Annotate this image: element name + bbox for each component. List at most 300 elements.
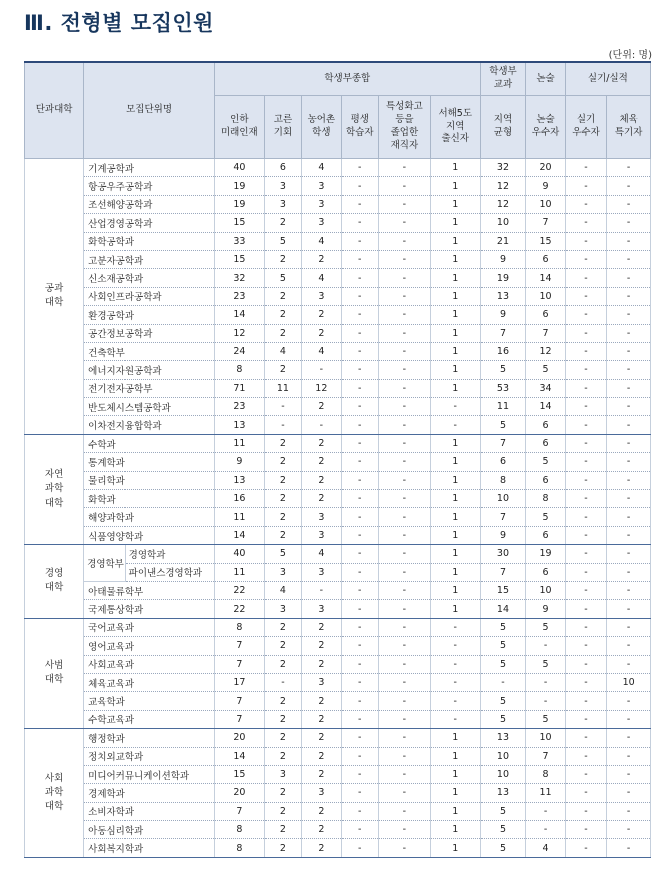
value-cell: 1 — [430, 232, 480, 250]
table-row — [25, 545, 651, 563]
value-cell: - — [430, 398, 480, 416]
value-cell: - — [341, 839, 378, 857]
value-cell: 2 — [302, 692, 341, 710]
value-cell: - — [565, 342, 607, 360]
value-cell: - — [341, 269, 378, 287]
value-cell: 40 — [214, 159, 264, 177]
value-cell: 2 — [264, 747, 301, 765]
value-cell: 8 — [526, 765, 565, 783]
unit-name-cell: 공간정보공학과 — [84, 324, 215, 342]
unit-name-cell: 산업경영공학과 — [84, 214, 215, 232]
unit-name-cell: 행정학과 — [84, 729, 215, 747]
table-row — [25, 287, 651, 305]
value-cell: - — [378, 342, 430, 360]
value-cell: 8 — [480, 471, 526, 489]
unit-name-cell: 체육교육과 — [84, 673, 215, 691]
value-cell: - — [341, 581, 378, 599]
value-cell: - — [526, 673, 565, 691]
value-cell: 7 — [526, 214, 565, 232]
value-cell: - — [341, 250, 378, 268]
value-cell: 1 — [430, 269, 480, 287]
value-cell: - — [378, 784, 430, 802]
value-cell: 10 — [526, 287, 565, 305]
table-body — [25, 159, 651, 858]
value-cell: 2 — [264, 471, 301, 489]
value-cell: 1 — [430, 563, 480, 581]
value-cell: - — [565, 287, 607, 305]
college-cell: 사범 대학 — [25, 618, 84, 728]
unit-name-cell: 항공우주공학과 — [84, 177, 215, 195]
value-cell: 1 — [430, 839, 480, 857]
value-cell: 8 — [214, 839, 264, 857]
value-cell: - — [565, 526, 607, 544]
value-cell: - — [565, 839, 607, 857]
unit-name-cell: 교육학과 — [84, 692, 215, 710]
unit-name-cell: 파이낸스경영학과 — [125, 563, 214, 581]
value-cell: 10 — [480, 214, 526, 232]
value-cell: 5 — [264, 269, 301, 287]
value-cell: 9 — [214, 453, 264, 471]
value-cell: - — [565, 269, 607, 287]
value-cell: 12 — [302, 379, 341, 397]
value-cell: - — [378, 379, 430, 397]
value-cell: - — [565, 232, 607, 250]
value-cell: - — [341, 508, 378, 526]
value-cell: 2 — [302, 747, 341, 765]
value-cell: - — [565, 692, 607, 710]
value-cell: 2 — [264, 637, 301, 655]
value-cell: 12 — [526, 342, 565, 360]
value-cell: - — [565, 545, 607, 563]
value-cell: 24 — [214, 342, 264, 360]
value-cell: 4 — [264, 581, 301, 599]
value-cell: 8 — [214, 361, 264, 379]
value-cell: - — [607, 269, 651, 287]
value-cell: 2 — [264, 361, 301, 379]
value-cell: - — [526, 692, 565, 710]
table-row — [25, 250, 651, 268]
unit-name-cell: 기계공학과 — [84, 159, 215, 177]
table-row — [25, 490, 651, 508]
value-cell: 20 — [526, 159, 565, 177]
unit-name-cell: 고분자공학과 — [84, 250, 215, 268]
value-cell: 4 — [302, 159, 341, 177]
value-cell: - — [378, 453, 430, 471]
value-cell: - — [378, 526, 430, 544]
value-cell: - — [607, 710, 651, 728]
unit-name-cell: 경제학과 — [84, 784, 215, 802]
value-cell: 6 — [526, 471, 565, 489]
value-cell: - — [565, 416, 607, 434]
table-row — [25, 710, 651, 728]
value-cell: 7 — [214, 802, 264, 820]
value-cell: 2 — [302, 434, 341, 452]
value-cell: 33 — [214, 232, 264, 250]
subheader-cell: 지역 균형 — [480, 96, 526, 159]
value-cell: 19 — [214, 177, 264, 195]
value-cell: 11 — [214, 508, 264, 526]
value-cell: 3 — [302, 784, 341, 802]
value-cell: 15 — [480, 581, 526, 599]
table-row — [25, 471, 651, 489]
table-row — [25, 434, 651, 452]
value-cell: 7 — [526, 324, 565, 342]
value-cell: - — [341, 324, 378, 342]
value-cell: - — [341, 747, 378, 765]
value-cell: 6 — [480, 453, 526, 471]
value-cell: - — [341, 416, 378, 434]
value-cell: - — [565, 379, 607, 397]
value-cell: - — [378, 434, 430, 452]
value-cell: - — [341, 453, 378, 471]
value-cell: 1 — [430, 361, 480, 379]
value-cell: 5 — [264, 545, 301, 563]
value-cell: 5 — [526, 453, 565, 471]
value-cell: 13 — [214, 471, 264, 489]
value-cell: 2 — [264, 784, 301, 802]
table-row — [25, 398, 651, 416]
unit-name-cell: 건축학부 — [84, 342, 215, 360]
value-cell: 5 — [526, 655, 565, 673]
value-cell: 2 — [302, 821, 341, 839]
value-cell: - — [565, 655, 607, 673]
value-cell: - — [565, 600, 607, 618]
value-cell: - — [341, 526, 378, 544]
value-cell: - — [341, 563, 378, 581]
value-cell: 1 — [430, 729, 480, 747]
value-cell: 2 — [302, 398, 341, 416]
value-cell: 2 — [302, 618, 341, 636]
value-cell: 14 — [214, 747, 264, 765]
table-row — [25, 306, 651, 324]
unit-name-cell: 해양과학과 — [84, 508, 215, 526]
value-cell: 20 — [214, 729, 264, 747]
value-cell: - — [607, 581, 651, 599]
unit-name-cell: 식품영양학과 — [84, 526, 215, 544]
value-cell: 3 — [302, 195, 341, 213]
value-cell: 19 — [480, 269, 526, 287]
value-cell: 2 — [302, 710, 341, 728]
value-cell: - — [565, 673, 607, 691]
value-cell: 2 — [302, 637, 341, 655]
value-cell: 14 — [214, 306, 264, 324]
value-cell: - — [378, 508, 430, 526]
value-cell: - — [378, 250, 430, 268]
value-cell: - — [565, 637, 607, 655]
value-cell: 2 — [264, 618, 301, 636]
value-cell: 2 — [264, 434, 301, 452]
table-row — [25, 637, 651, 655]
value-cell: - — [378, 545, 430, 563]
value-cell: - — [565, 214, 607, 232]
value-cell: - — [607, 232, 651, 250]
value-cell: - — [565, 177, 607, 195]
value-cell: - — [341, 784, 378, 802]
value-cell: 5 — [264, 232, 301, 250]
college-cell: 경영 대학 — [25, 545, 84, 619]
value-cell: 12 — [480, 177, 526, 195]
subheader-cell: 체육 특기자 — [607, 96, 651, 159]
value-cell: 4 — [302, 342, 341, 360]
value-cell: 7 — [480, 434, 526, 452]
value-cell: 15 — [526, 232, 565, 250]
value-cell: 20 — [214, 784, 264, 802]
value-cell: - — [607, 655, 651, 673]
value-cell: - — [565, 324, 607, 342]
value-cell: - — [341, 287, 378, 305]
table-row — [25, 195, 651, 213]
value-cell: - — [565, 508, 607, 526]
value-cell: 11 — [214, 563, 264, 581]
value-cell: 2 — [264, 655, 301, 673]
value-cell: - — [378, 287, 430, 305]
value-cell: 12 — [214, 324, 264, 342]
value-cell: 2 — [302, 655, 341, 673]
value-cell: 23 — [214, 398, 264, 416]
value-cell: - — [565, 729, 607, 747]
value-cell: - — [607, 839, 651, 857]
value-cell: - — [378, 581, 430, 599]
value-cell: 10 — [526, 195, 565, 213]
value-cell: 16 — [214, 490, 264, 508]
value-cell: 9 — [480, 306, 526, 324]
value-cell: 5 — [480, 655, 526, 673]
value-cell: 32 — [214, 269, 264, 287]
value-cell: 8 — [214, 618, 264, 636]
unit-name-cell: 이차전지융합학과 — [84, 416, 215, 434]
value-cell: 1 — [430, 784, 480, 802]
value-cell: 1 — [430, 508, 480, 526]
value-cell: 14 — [526, 269, 565, 287]
value-cell: - — [607, 618, 651, 636]
value-cell: - — [341, 710, 378, 728]
value-cell: 14 — [526, 398, 565, 416]
value-cell: - — [341, 177, 378, 195]
value-cell: - — [565, 618, 607, 636]
table-row — [25, 269, 651, 287]
value-cell: 23 — [214, 287, 264, 305]
value-cell: 3 — [264, 195, 301, 213]
table-row — [25, 214, 651, 232]
value-cell: - — [607, 159, 651, 177]
value-cell: - — [607, 324, 651, 342]
value-cell: - — [565, 306, 607, 324]
value-cell: - — [341, 618, 378, 636]
value-cell: 4 — [264, 342, 301, 360]
value-cell: - — [565, 710, 607, 728]
value-cell: 5 — [480, 692, 526, 710]
value-cell: 1 — [430, 471, 480, 489]
value-cell: 7 — [480, 324, 526, 342]
value-cell: - — [378, 306, 430, 324]
value-cell: 15 — [214, 214, 264, 232]
value-cell: 2 — [302, 802, 341, 820]
value-cell: 3 — [302, 526, 341, 544]
value-cell: - — [607, 416, 651, 434]
value-cell: - — [264, 398, 301, 416]
value-cell: 5 — [480, 637, 526, 655]
value-cell: 3 — [264, 600, 301, 618]
value-cell: 13 — [480, 287, 526, 305]
value-cell: - — [565, 563, 607, 581]
value-cell: - — [341, 545, 378, 563]
value-cell: - — [341, 361, 378, 379]
college-cell: 자연 과학 대학 — [25, 434, 84, 544]
value-cell: - — [430, 637, 480, 655]
value-cell: 9 — [480, 250, 526, 268]
value-cell: 7 — [480, 563, 526, 581]
value-cell: 10 — [607, 673, 651, 691]
header-practical: 실기/실적 — [565, 62, 650, 96]
value-cell: 1 — [430, 581, 480, 599]
unit-name-cell: 물리학과 — [84, 471, 215, 489]
value-cell: 16 — [480, 342, 526, 360]
table-row — [25, 765, 651, 783]
unit-name-cell: 에너지자원공학과 — [84, 361, 215, 379]
admission-table — [24, 61, 651, 858]
unit-name-cell: 화학과 — [84, 490, 215, 508]
value-cell: - — [341, 342, 378, 360]
value-cell: 8 — [214, 821, 264, 839]
subheader-cell: 서해5도 지역 출신자 — [430, 96, 480, 159]
table-row — [25, 802, 651, 820]
unit-name-cell: 사회복지학과 — [84, 839, 215, 857]
value-cell: 5 — [480, 710, 526, 728]
value-cell: - — [378, 563, 430, 581]
value-cell: - — [607, 600, 651, 618]
header-college: 단과대학 — [25, 62, 84, 159]
table-row — [25, 673, 651, 691]
value-cell: - — [565, 490, 607, 508]
unit-name-cell: 사회교육과 — [84, 655, 215, 673]
value-cell: 5 — [526, 361, 565, 379]
value-cell: - — [378, 637, 430, 655]
value-cell: - — [607, 471, 651, 489]
value-cell: 1 — [430, 287, 480, 305]
value-cell: 9 — [526, 600, 565, 618]
value-cell: - — [607, 434, 651, 452]
table-row — [25, 692, 651, 710]
value-cell: - — [341, 765, 378, 783]
value-cell: - — [378, 692, 430, 710]
value-cell: 2 — [264, 214, 301, 232]
value-cell: - — [378, 177, 430, 195]
value-cell: - — [565, 581, 607, 599]
value-cell: 14 — [480, 600, 526, 618]
value-cell: 7 — [214, 637, 264, 655]
value-cell: - — [341, 434, 378, 452]
value-cell: - — [430, 692, 480, 710]
subheader-cell: 논술 우수자 — [526, 96, 565, 159]
value-cell: - — [607, 214, 651, 232]
value-cell: 10 — [480, 765, 526, 783]
value-cell: 2 — [264, 324, 301, 342]
value-cell: - — [565, 195, 607, 213]
header-essay: 논술 — [526, 62, 565, 96]
value-cell: - — [378, 673, 430, 691]
value-cell: 3 — [264, 765, 301, 783]
unit-name-cell: 국어교육과 — [84, 618, 215, 636]
value-cell: 2 — [302, 765, 341, 783]
value-cell: - — [378, 416, 430, 434]
value-cell: 2 — [302, 453, 341, 471]
value-cell: - — [264, 416, 301, 434]
value-cell: - — [378, 710, 430, 728]
value-cell: 5 — [480, 802, 526, 820]
table-row — [25, 655, 651, 673]
value-cell: - — [607, 508, 651, 526]
value-cell: - — [565, 434, 607, 452]
value-cell: - — [565, 250, 607, 268]
subheader-cell: 실기 우수자 — [565, 96, 607, 159]
value-cell: 1 — [430, 545, 480, 563]
unit-name-cell: 정치외교학과 — [84, 747, 215, 765]
value-cell: - — [341, 214, 378, 232]
value-cell: 3 — [302, 287, 341, 305]
value-cell: 2 — [264, 508, 301, 526]
value-cell: 22 — [214, 581, 264, 599]
value-cell: 1 — [430, 600, 480, 618]
value-cell: 10 — [526, 581, 565, 599]
table-row — [25, 618, 651, 636]
value-cell: 3 — [302, 214, 341, 232]
value-cell: - — [378, 802, 430, 820]
unit-name-cell: 환경공학과 — [84, 306, 215, 324]
unit-name-cell: 신소재공학과 — [84, 269, 215, 287]
value-cell: 2 — [302, 324, 341, 342]
value-cell: - — [565, 361, 607, 379]
value-cell: 1 — [430, 821, 480, 839]
value-cell: 5 — [480, 618, 526, 636]
table-row — [25, 508, 651, 526]
value-cell: - — [565, 747, 607, 765]
table-row — [25, 729, 651, 747]
value-cell: - — [378, 398, 430, 416]
value-cell: - — [430, 710, 480, 728]
value-cell: 19 — [526, 545, 565, 563]
table-row — [25, 232, 651, 250]
value-cell: 7 — [526, 747, 565, 765]
value-cell: 5 — [480, 839, 526, 857]
table-row — [25, 416, 651, 434]
value-cell: 2 — [302, 839, 341, 857]
value-cell: 2 — [264, 729, 301, 747]
value-cell: - — [607, 398, 651, 416]
value-cell: - — [607, 342, 651, 360]
value-cell: 53 — [480, 379, 526, 397]
value-cell: 11 — [480, 398, 526, 416]
table-row — [25, 839, 651, 857]
value-cell: - — [430, 618, 480, 636]
value-cell: 1 — [430, 765, 480, 783]
value-cell: 2 — [264, 526, 301, 544]
value-cell: - — [341, 471, 378, 489]
value-cell: - — [607, 287, 651, 305]
value-cell: - — [378, 471, 430, 489]
subheader-cell: 고른 기회 — [264, 96, 301, 159]
value-cell: - — [430, 416, 480, 434]
value-cell: 4 — [302, 545, 341, 563]
value-cell: 5 — [480, 361, 526, 379]
value-cell: - — [607, 526, 651, 544]
value-cell: 1 — [430, 177, 480, 195]
unit-name-cell: 아동심리학과 — [84, 821, 215, 839]
table-row — [25, 342, 651, 360]
table-row — [25, 159, 651, 177]
value-cell: - — [480, 673, 526, 691]
value-cell: 7 — [480, 508, 526, 526]
value-cell: - — [607, 490, 651, 508]
